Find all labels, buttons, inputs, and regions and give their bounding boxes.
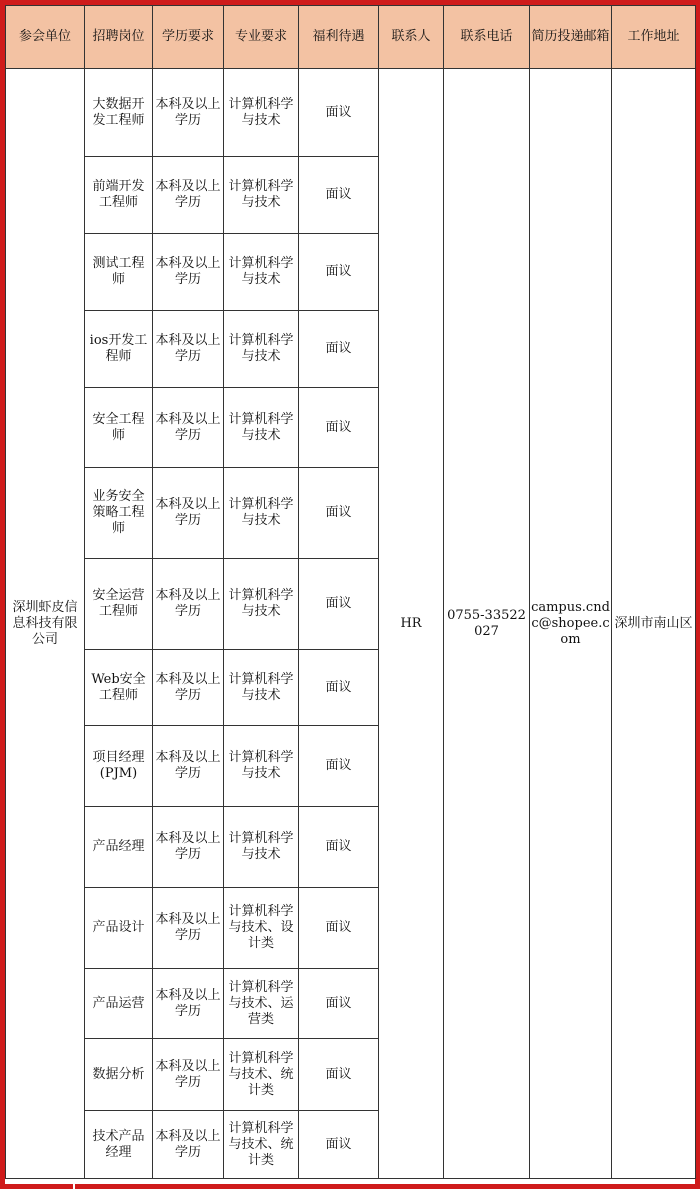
job-major: 计算机科学与技术: [224, 726, 299, 807]
header-phone: 联系电话: [444, 6, 530, 69]
job-title: 前端开发工程师: [85, 157, 153, 234]
job-major: 计算机科学与技术: [224, 311, 299, 388]
job-education: 本科及以上学历: [153, 726, 224, 807]
job-education: 本科及以上学历: [153, 807, 224, 888]
header-row: [6, 6, 696, 69]
header-address: 工作地址: [612, 6, 696, 69]
job-title: 安全工程师: [85, 388, 153, 468]
job-major: 计算机科学与技术、运营类: [224, 969, 299, 1039]
job-benefit: 面议: [299, 559, 379, 650]
header-benefits: 福利待遇: [299, 6, 379, 69]
job-benefit: 面议: [299, 468, 379, 559]
job-major: 计算机科学与技术: [224, 559, 299, 650]
job-major: 计算机科学与技术: [224, 650, 299, 726]
job-education: 本科及以上学历: [153, 1111, 224, 1179]
job-education: 本科及以上学历: [153, 388, 224, 468]
job-title: 安全运营工程师: [85, 559, 153, 650]
job-title: 业务安全策略工程师: [85, 468, 153, 559]
job-benefit: 面议: [299, 157, 379, 234]
job-education: 本科及以上学历: [153, 311, 224, 388]
address-cell: 深圳市南山区: [612, 69, 696, 1179]
job-benefit: 面议: [299, 888, 379, 969]
job-education: 本科及以上学历: [153, 468, 224, 559]
header-major: 专业要求: [224, 6, 299, 69]
job-major: 计算机科学与技术、统计类: [224, 1111, 299, 1179]
job-benefit: 面议: [299, 311, 379, 388]
contact-cell: HR: [379, 69, 444, 1179]
job-title: 技术产品经理: [85, 1111, 153, 1179]
job-education: 本科及以上学历: [153, 157, 224, 234]
job-benefit: 面议: [299, 807, 379, 888]
job-title: 产品经理: [85, 807, 153, 888]
job-major: 计算机科学与技术: [224, 388, 299, 468]
job-title: 大数据开发工程师: [85, 69, 153, 157]
phone-cell: 0755-33522027: [444, 69, 530, 1179]
recruitment-table: [5, 5, 696, 1179]
recruitment-sheet: [5, 5, 695, 1184]
job-major: 计算机科学与技术: [224, 157, 299, 234]
job-education: 本科及以上学历: [153, 69, 224, 157]
job-major: 计算机科学与技术: [224, 234, 299, 311]
job-education: 本科及以上学历: [153, 969, 224, 1039]
job-title: ios开发工程师: [85, 311, 153, 388]
job-benefit: 面议: [299, 726, 379, 807]
header-company: 参会单位: [6, 6, 85, 69]
email-cell[interactable]: campus.cndc@shopee.com: [530, 69, 612, 1179]
job-title: Web安全工程师: [85, 650, 153, 726]
job-major: 计算机科学与技术: [224, 468, 299, 559]
job-major: 计算机科学与技术: [224, 807, 299, 888]
job-benefit: 面议: [299, 234, 379, 311]
job-benefit: 面议: [299, 388, 379, 468]
job-major: 计算机科学与技术、设计类: [224, 888, 299, 969]
company-cell: 深圳虾皮信息科技有限公司: [6, 69, 85, 1179]
job-benefit: 面议: [299, 650, 379, 726]
job-benefit: 面议: [299, 1111, 379, 1179]
job-title: 测试工程师: [85, 234, 153, 311]
bottom-edge-mark: [73, 1184, 75, 1189]
job-benefit: 面议: [299, 69, 379, 157]
job-title: 产品设计: [85, 888, 153, 969]
job-education: 本科及以上学历: [153, 650, 224, 726]
header-email: 简历投递邮箱: [530, 6, 612, 69]
job-title: 数据分析: [85, 1039, 153, 1111]
table-row: [6, 69, 696, 157]
job-education: 本科及以上学历: [153, 559, 224, 650]
job-benefit: 面议: [299, 969, 379, 1039]
header-position: 招聘岗位: [85, 6, 153, 69]
job-title: 产品运营: [85, 969, 153, 1039]
job-title: 项目经理(PJM): [85, 726, 153, 807]
job-education: 本科及以上学历: [153, 1039, 224, 1111]
job-education: 本科及以上学历: [153, 234, 224, 311]
job-major: 计算机科学与技术: [224, 69, 299, 157]
job-education: 本科及以上学历: [153, 888, 224, 969]
header-contact: 联系人: [379, 6, 444, 69]
job-major: 计算机科学与技术、统计类: [224, 1039, 299, 1111]
job-benefit: 面议: [299, 1039, 379, 1111]
header-education: 学历要求: [153, 6, 224, 69]
